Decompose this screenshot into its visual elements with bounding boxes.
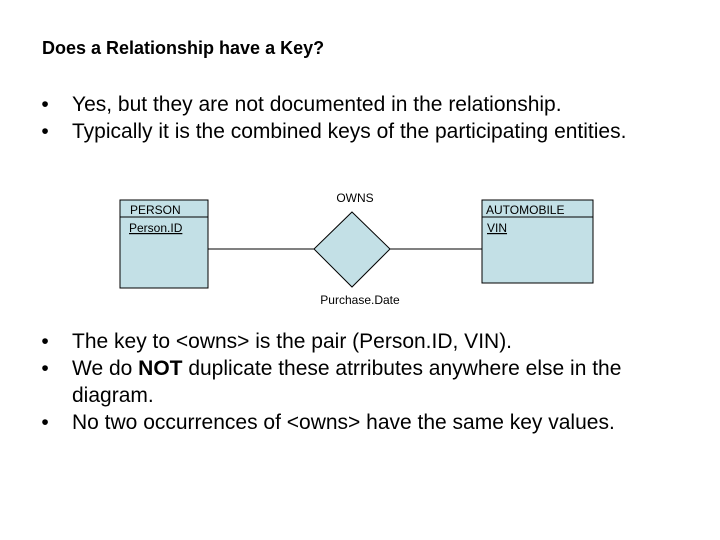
top-bullet-list [30, 91, 690, 145]
bullet-icon: • [41, 93, 49, 116]
er-diagram [0, 180, 720, 310]
emphasis-not: NOT [138, 357, 183, 380]
bullet-text: No two occurrences of <owns> have the same key values. [72, 411, 615, 434]
owns-attribute: Purchase.Date [320, 293, 400, 307]
automobile-entity-name: AUTOMOBILE [486, 203, 565, 217]
owns-relationship-diamond [314, 212, 390, 287]
bullet-icon: • [41, 411, 49, 434]
bullet-icon: • [41, 330, 49, 353]
bullet-item [30, 328, 690, 355]
automobile-key-attribute: VIN [487, 221, 508, 235]
person-entity-name: PERSON [130, 203, 181, 217]
bullet-icon: • [41, 357, 49, 380]
bullet-item [30, 91, 690, 118]
person-key-attribute: Person.ID [129, 221, 183, 235]
bullet-text: Typically it is the combined keys of the participating entities. [72, 120, 627, 143]
bullet-text: Yes, but they are not documented in the relationship. [72, 93, 562, 116]
bullet-item [30, 118, 690, 145]
bullet-item [30, 355, 690, 409]
bullet-item [30, 409, 690, 436]
slide-title: Does a Relationship have a Key? [42, 38, 325, 58]
bullet-text-part: We do [72, 357, 139, 380]
owns-relationship-name: OWNS [336, 191, 374, 205]
bottom-bullet-list [30, 328, 690, 436]
bullet-icon: • [41, 120, 49, 143]
bullet-text: The key to <owns> is the pair (Person.ID, VIN). [72, 330, 513, 353]
bullet-text-part: duplicate these atrributes anywhere else in the diagram. [72, 357, 622, 407]
